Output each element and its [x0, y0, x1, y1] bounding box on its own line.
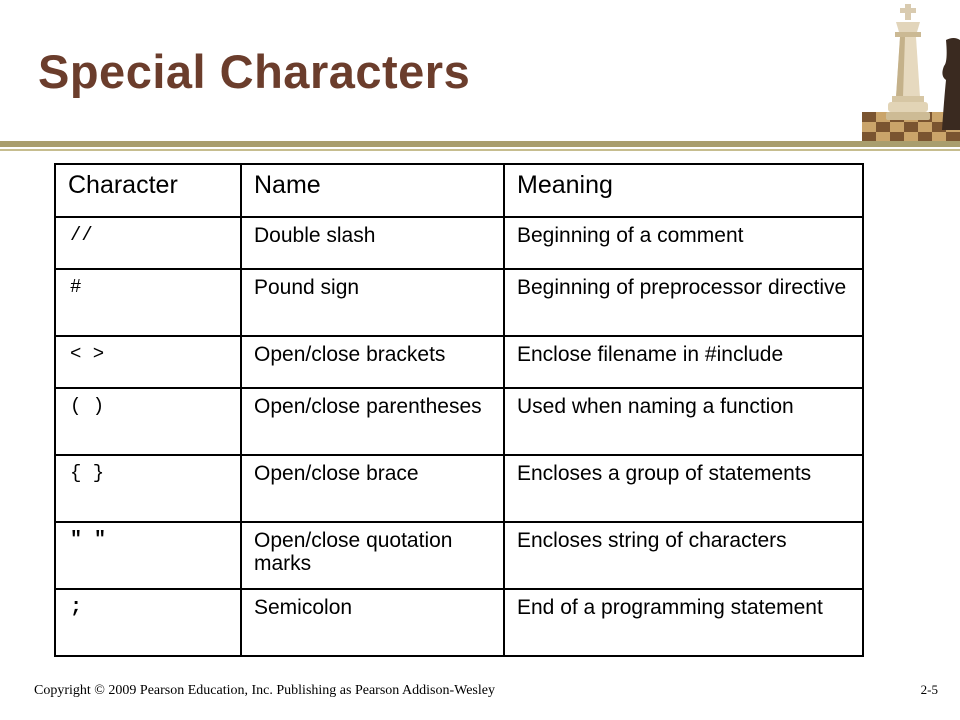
header-character: Character: [55, 164, 241, 217]
table-row: [55, 217, 863, 269]
header-rule: [0, 141, 960, 147]
cell-meaning: Encloses a group of statements: [504, 455, 863, 522]
table-row: [55, 455, 863, 522]
cell-name: Open/close quotation marks: [241, 522, 504, 589]
cell-character: { }: [55, 455, 241, 522]
cell-name: Double slash: [241, 217, 504, 269]
cell-name: Open/close parentheses: [241, 388, 504, 455]
cell-name: Open/close brace: [241, 455, 504, 522]
cell-character: < >: [55, 336, 241, 388]
copyright-footer: Copyright © 2009 Pearson Education, Inc. Publishing as Pearson Addison-Wesley: [34, 683, 495, 698]
cell-character: //: [55, 217, 241, 269]
chess-pieces-image: [862, 0, 960, 142]
cell-character: #: [55, 269, 241, 336]
cell-meaning: Encloses string of characters: [504, 522, 863, 589]
cell-name: Pound sign: [241, 269, 504, 336]
table-row: [55, 269, 863, 336]
special-characters-table: [54, 163, 864, 657]
cell-meaning: Beginning of preprocessor directive: [504, 269, 863, 336]
slide-title: Special Characters: [38, 45, 471, 98]
page-number: 2-5: [920, 682, 938, 697]
cell-meaning: Enclose filename in #include: [504, 336, 863, 388]
table-row: [55, 522, 863, 589]
cell-character: " ": [55, 522, 241, 589]
table-row: [55, 388, 863, 455]
cell-meaning: Beginning of a comment: [504, 217, 863, 269]
cell-character: ( ): [55, 388, 241, 455]
cell-meaning: Used when naming a function: [504, 388, 863, 455]
cell-character: ;: [55, 589, 241, 656]
header-meaning: Meaning: [504, 164, 863, 217]
table-row: [55, 336, 863, 388]
cell-name: Open/close brackets: [241, 336, 504, 388]
header-rule-thin: [0, 149, 960, 151]
table-header-row: [55, 164, 863, 217]
cell-meaning: End of a programming statement: [504, 589, 863, 656]
header-name: Name: [241, 164, 504, 217]
table-row: [55, 589, 863, 656]
cell-name: Semicolon: [241, 589, 504, 656]
